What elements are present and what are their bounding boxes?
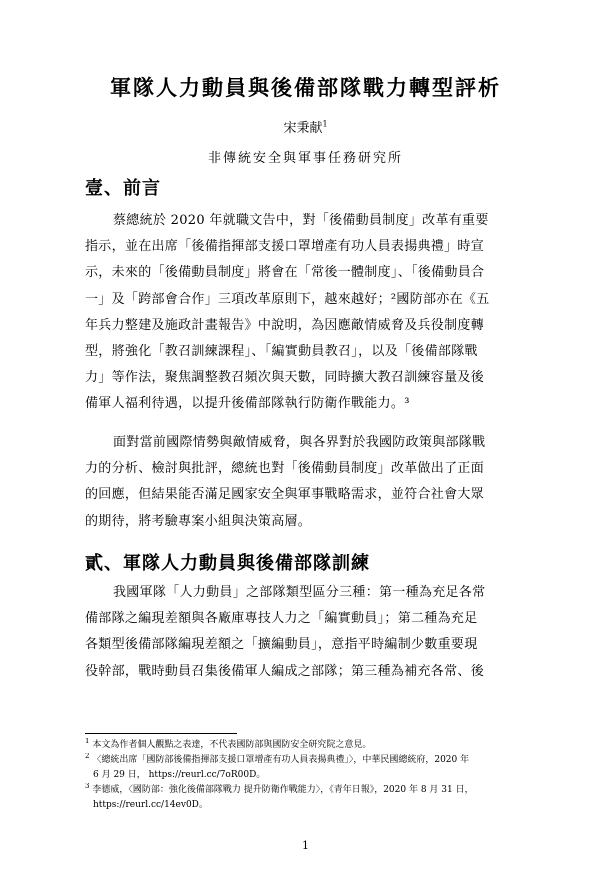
- paragraph-line: 備軍人福利待遇，以提升後備部隊執行防衛作戰能力。³: [85, 396, 410, 412]
- section-heading-mobilization: 貳、軍隊人力動員與後備部隊訓練: [85, 553, 370, 574]
- footnote-mark: 1: [85, 738, 90, 745]
- author-name: 宋秉献: [283, 121, 323, 136]
- page-number: 1: [302, 839, 309, 852]
- paragraph-line: 力」等作法，聚焦調整教召頻次與天數，同時擴大教召訓練容量及後: [85, 370, 485, 386]
- footnotes: [85, 738, 530, 813]
- paragraph-line: 各類型後備部隊編現差額之「擴編動員」，意指平時編制少數重要現: [85, 637, 478, 653]
- body-paragraph: [85, 208, 527, 418]
- footnote-mark: 3: [85, 783, 90, 790]
- paragraph-line: 年兵力整建及施政計畫報告》中說明，為因應敵情威脅及兵役制度轉: [85, 317, 485, 333]
- footnote-3: [85, 783, 530, 798]
- paragraph-line: 力的分析、檢討與批評，總統也對「後備動員制度」改革做出了正面: [85, 461, 485, 477]
- footnote-mark: 2: [85, 753, 90, 760]
- paragraph-line: 蔡總統於 2020 年就職文告中，對「後備動員制度」改革有重要: [113, 213, 489, 228]
- paragraph-line: 的回應，但結果能否滿足國家安全與軍事戰略需求，並符合社會大眾: [85, 487, 485, 503]
- footnote-2-continued[interactable]: 6 月 29 日， https://reurl.cc/7oR00D。: [93, 770, 266, 780]
- paragraph-line: 指示，並在出席「後備指揮部支援口罩增產有功人員表揚典禮」時宣: [85, 239, 485, 255]
- paragraph-line: 的期待，將考驗專案小組與決策高層。: [85, 513, 312, 529]
- author-line: [0, 117, 611, 136]
- paragraph-line: 面對當前國際情勢與敵情威脅，與各界對於我國防政策與部隊戰: [113, 435, 486, 450]
- author-affiliation: 非傳統安全與軍事任務研究所: [207, 151, 403, 166]
- paragraph-line: 型，將強化「教召訓練課程」、「編實動員教召」，以及「後備部隊戰: [85, 344, 478, 360]
- footnote-text: 本文為作者個人觀點之表達，不代表國防部與國防安全研究院之意見。: [92, 740, 372, 750]
- page-title: 軍隊人力動員與後備部隊戰力轉型評析: [110, 75, 501, 100]
- paragraph-line: 我國軍隊「人力動員」之部隊類型區分三種：第一種為充足各常: [113, 585, 486, 600]
- paragraph-line: 示，未來的「後備動員制度」將會在「常後一體制度」、「後備動員合: [85, 265, 485, 281]
- footnote-text: 〈總統出席「國防部後備指揮部支援口罩增產有功人員表揚典禮」〉，中華民國總統府，2020 年: [92, 755, 470, 765]
- footnote-2: [85, 753, 530, 768]
- paragraph-line: 備部隊之編現差額與各廠庫專技人力之「編實動員」；第二種為充足: [85, 611, 478, 627]
- footnote-3-link[interactable]: https://reurl.cc/14ev0D。: [93, 800, 208, 810]
- paragraph-line: 一」及「跨部會合作」三項改革原則下，越來越好；²國防部亦在《五: [85, 291, 490, 307]
- paragraph-line: 役幹部，戰時動員召集後備軍人編成之部隊；第三種為補充各常、後: [85, 663, 485, 679]
- body-paragraph: [85, 430, 527, 535]
- footnote-text: 李德威，〈國防部：強化後備部隊戰力 提升防衛作戰能力〉，《青年日報》，2020 年 8 月 31 日，: [92, 785, 474, 795]
- section-heading-introduction: 壹、前言: [85, 178, 161, 199]
- author-footnote-mark[interactable]: 1: [322, 119, 328, 129]
- footnote-separator: [85, 733, 237, 734]
- footnote-1: [85, 738, 530, 753]
- body-paragraph: [85, 580, 527, 685]
